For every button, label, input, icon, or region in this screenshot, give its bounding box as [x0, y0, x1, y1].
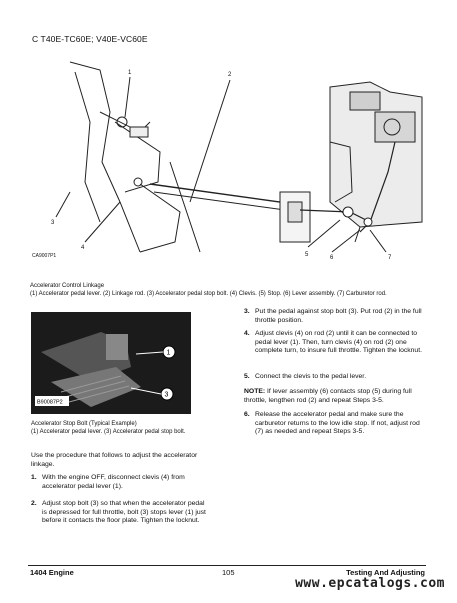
page-header-model: C T40E-TC60E; V40E-VC60E [32, 34, 148, 44]
diagram-callout-3: 3 [51, 220, 55, 226]
step-3: 3. Put the pedal against stop bolt (3). Put rod (2) in the full throttle position. [244, 308, 422, 324]
footer-rule [28, 565, 426, 566]
figure2-caption-title: Accelerator Stop Bolt (Typical Example) [31, 421, 137, 427]
footer-section-title: Testing And Adjusting [346, 568, 425, 577]
step-4: 4. Adjust clevis (4) on rod (2) until it can be connected to pedal lever (1). Then, turn clevis (4) on rod (2) one complete turn, to insure full throttle. Tighten the locknut. [244, 330, 422, 355]
figure1-caption-title: Accelerator Control Linkage [30, 283, 105, 289]
watermark-url: www.epcatalogs.com [295, 576, 445, 591]
procedure-intro: Use the procedure that follows to adjust the accelerator linkage. [31, 452, 198, 468]
step-2: 2. Adjust stop bolt (3) so that when the accelerator pedal is depressed for full throttle, bolt (3) stops lever (1) just before it contacts the floor plate. Tighten the locknut. [31, 500, 206, 525]
step-6: 6. Release the accelerator pedal and make sure the carburetor returns to the low idle stop. If not, adjust rod (7) as needed and repeat Steps 3-5. [244, 411, 420, 436]
figure1-caption-body: (1) Accelerator pedal lever. (2) Linkage rod. (3) Accelerator pedal stop bolt. (4) Clevis. (5) Stop. (6) Lever assembly. (7) Carburetor rod. [30, 291, 387, 297]
step-1: 1. With the engine OFF, disconnect clevis (4) from accelerator pedal lever (1). [31, 474, 185, 490]
figure2-caption-body: (1) Accelerator pedal lever. (3) Accelerator pedal stop bolt. [31, 429, 186, 435]
accelerator-linkage-diagram [30, 52, 430, 270]
photo-callout-1: 1 [166, 349, 171, 357]
diagram-callout-2: 2 [228, 72, 232, 78]
page-number: 105 [222, 568, 235, 577]
note-block: NOTE: If lever assembly (6) contacts stop (5) during full throttle, lengthen rod (2) and repeat Steps 3-5. [244, 388, 412, 404]
figure-id-label: CA9007P1 [32, 253, 57, 259]
accelerator-stop-bolt-photo [31, 312, 191, 414]
footer-manual-title: 1404 Engine [30, 568, 74, 577]
diagram-callout-1: 1 [128, 70, 132, 76]
photo-id-label: B90087P2 [37, 399, 63, 406]
photo-callout-3: 3 [164, 391, 169, 399]
step-5: 5. Connect the clevis to the pedal lever. [244, 373, 367, 380]
diagram-callout-4: 4 [81, 245, 85, 251]
diagram-callout-7: 7 [388, 255, 392, 261]
diagram-callout-6: 6 [330, 255, 334, 261]
diagram-callout-5: 5 [305, 252, 309, 258]
